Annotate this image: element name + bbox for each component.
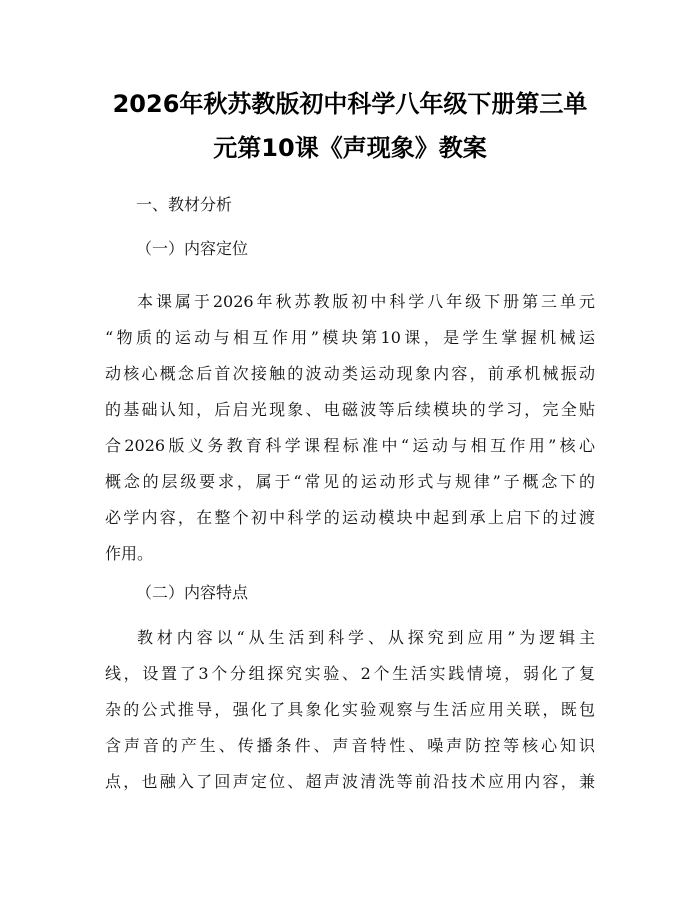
section-heading-textbook-analysis: 一、教材分析 xyxy=(136,195,233,214)
paragraph-line: 杂的公式推导，强化了具象化实验观察与生活应用关联，既包 xyxy=(105,700,595,719)
paragraph-line: 作用。 xyxy=(105,544,154,563)
paragraph-content-features xyxy=(105,620,595,800)
document-title-line-2: 元第10课《声现象》教案 xyxy=(213,134,487,162)
paragraph-line: 线，设置了3个分组探究实验、2个生活实践情境，弱化了复 xyxy=(105,664,595,683)
subsection-heading-content-features: （二）内容特点 xyxy=(136,583,249,602)
paragraph-content-position xyxy=(105,284,595,572)
paragraph-line: 的基础认知，后启光现象、电磁波等后续模块的学习，完全贴 xyxy=(105,400,595,419)
paragraph-line: 动核心概念后首次接触的波动类运动现象内容，前承机械振动 xyxy=(105,364,595,383)
paragraph-line: 必学内容，在整个初中科学的运动模块中起到承上启下的过渡 xyxy=(105,508,595,527)
paragraph-line: “物质的运动与相互作用”模块第10课，是学生掌握机械运 xyxy=(105,328,595,347)
paragraph-line: 教材内容以“从生活到科学、从探究到应用”为逻辑主 xyxy=(137,628,595,647)
paragraph-line: 概念的层级要求，属于“常见的运动形式与规律”子概念下的 xyxy=(105,472,595,491)
subsection-heading-content-position: （一）内容定位 xyxy=(136,239,249,258)
paragraph-line: 含声音的产生、传播条件、声音特性、噪声防控等核心知识 xyxy=(105,736,595,755)
paragraph-line: 合2026版义务教育科学课程标准中“运动与相互作用”核心 xyxy=(105,436,595,455)
paragraph-line: 本课属于2026年秋苏教版初中科学八年级下册第三单元 xyxy=(137,292,595,311)
document-title-line-1: 2026年秋苏教版初中科学八年级下册第三单 xyxy=(112,90,588,118)
paragraph-line: 点，也融入了回声定位、超声波清洗等前沿技术应用内容，兼 xyxy=(105,772,595,791)
